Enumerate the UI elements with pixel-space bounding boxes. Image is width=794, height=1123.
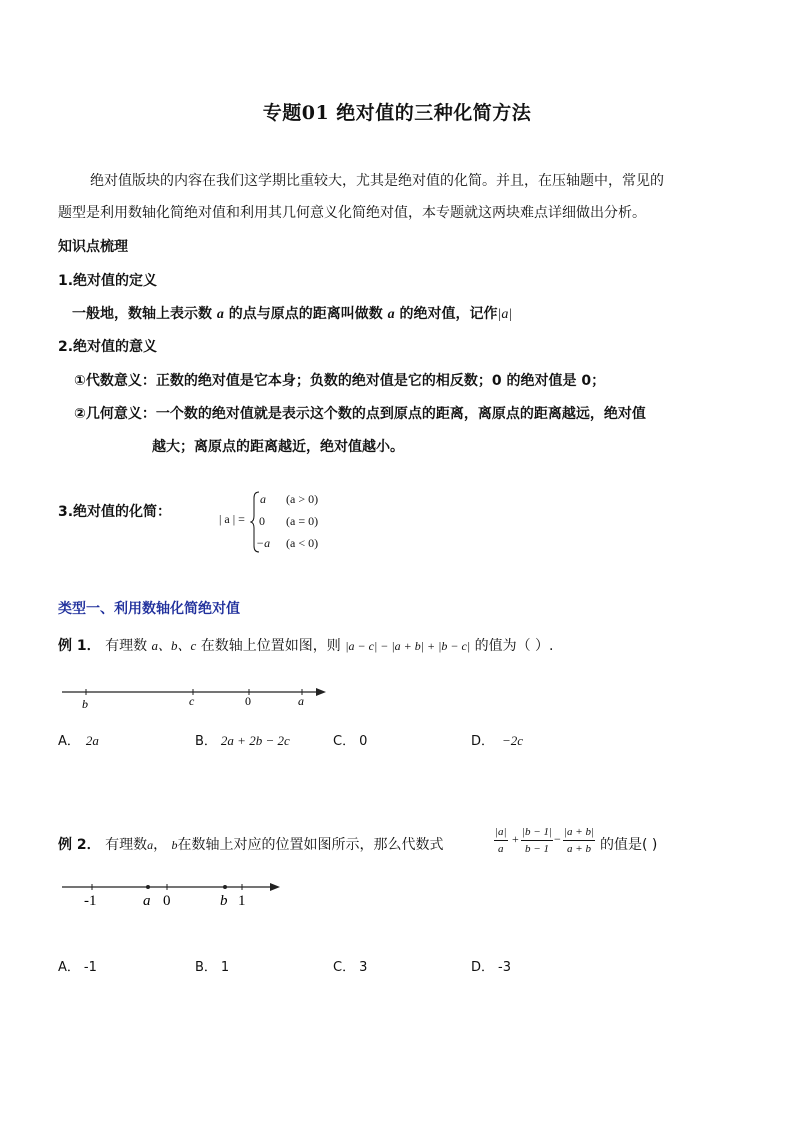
case-2-expr: 0 [259,514,265,528]
intro-line-2: 题型是利用数轴化简绝对值和利用其几何意义化简绝对值，本专题就这两块难点详细做出分析。 [58,205,646,221]
variable-a: a [387,307,395,322]
variable-b: b [171,838,178,852]
case-3-expr: −a [256,536,271,550]
axis-label-zero: 0 [245,694,251,708]
variable-a: a [147,838,154,852]
case-2-condition: (a = 0) [286,514,319,528]
axis-label-zero: 0 [163,893,171,909]
type-1-heading: 类型一、利用数轴化简绝对值 [58,601,240,617]
example-2-option-d[interactable]: D． -3 [471,960,511,975]
example-2-label: 例 2． [58,837,101,853]
example-1-text-2: 在数轴上位置如图，则 [200,638,341,654]
example-1-number-line [58,680,333,714]
geometric-meaning-line-1: ②几何意义：一个数的绝对值就是表示这个数的点到原点的距离，离原点的距离越远，绝对值 [74,406,646,422]
example-2-number-line [58,876,288,912]
knowledge-heading: 知识点梳理 [58,239,128,255]
example-1-question [58,635,554,655]
example-2-option-c[interactable]: C． 3 [333,960,368,975]
case-1-condition: (a > 0) [286,492,319,506]
axis-label-b: b [82,697,88,711]
axis-label-c: c [189,694,195,708]
section-3-heading: 3.绝对值的化简： [58,504,172,520]
axis-label-one: 1 [238,893,246,909]
section-2-heading: 2.绝对值的意义 [58,339,158,355]
fraction-3: |a + b| a + b [564,826,594,855]
abs-notation: |a| [497,307,513,322]
operator-plus: + [512,832,519,846]
example-1-option-a[interactable]: A． 2a [58,733,99,749]
example-1-text-1: 有理数 [105,638,148,654]
algebraic-meaning: ①代数意义：正数的绝对值是它本身；负数的绝对值是它的相反数；0 的绝对值是 0； [74,373,606,389]
fraction-1: |a| a [495,826,507,855]
example-2-option-b[interactable]: B． 1 [195,960,230,975]
case-3-condition: (a < 0) [286,536,319,550]
axis-label-b: b [220,893,228,909]
axis-label-minus-one: -1 [84,893,97,909]
case-1-expr: a [260,492,266,506]
example-1-text-3: 的值为（ ）. [474,638,554,654]
intro-line-1: 绝对值版块的内容在我们这学期比重较大，尤其是绝对值的化简。并且，在压轴题中，常见的 [90,173,664,189]
example-2-option-a[interactable]: A． -1 [58,960,97,975]
operator-minus: − [554,832,561,846]
geometric-meaning-line-2: 越大；离原点的距离越近，绝对值越小。 [152,439,404,455]
page-title: 专题01 绝对值的三种化简方法 [262,102,532,124]
example-2-text-1: 有理数 [105,837,148,853]
fraction-2: |b − 1| b − 1 [522,826,552,855]
example-2-text-2: 在数轴上对应的位置如图所示，那么代数式 [177,837,444,853]
definition-part-3: 的绝对值，记作 [399,306,498,322]
example-1-option-d[interactable]: D． −2c [471,733,524,749]
definition-part-1: 一般地，数轴上表示数 [72,306,212,322]
example-2-question: 例 2． 有理数a， b在数轴上对应的位置如图所示，那么代数式 [58,837,444,853]
section-1-definition [72,299,512,330]
section-1-heading: 1.绝对值的定义 [58,273,158,289]
example-1-expression: |a − c| − |a + b| + |b − c| [345,639,471,653]
example-2-text-3: 的值是( ) [600,837,658,853]
example-1-option-b[interactable]: B． 2a + 2b − 2c [195,733,290,749]
definition-part-2: 的点与原点的距离叫做数 [228,306,383,322]
example-1-label: 例 1． [58,638,101,654]
piecewise-lhs: | a | = [219,512,245,526]
variable-a: a [216,307,224,322]
example-1-vars: a、b、c [151,638,197,653]
axis-label-a: a [298,694,304,708]
axis-label-a: a [143,893,151,909]
example-1-option-c[interactable]: C． 0 [333,734,368,749]
